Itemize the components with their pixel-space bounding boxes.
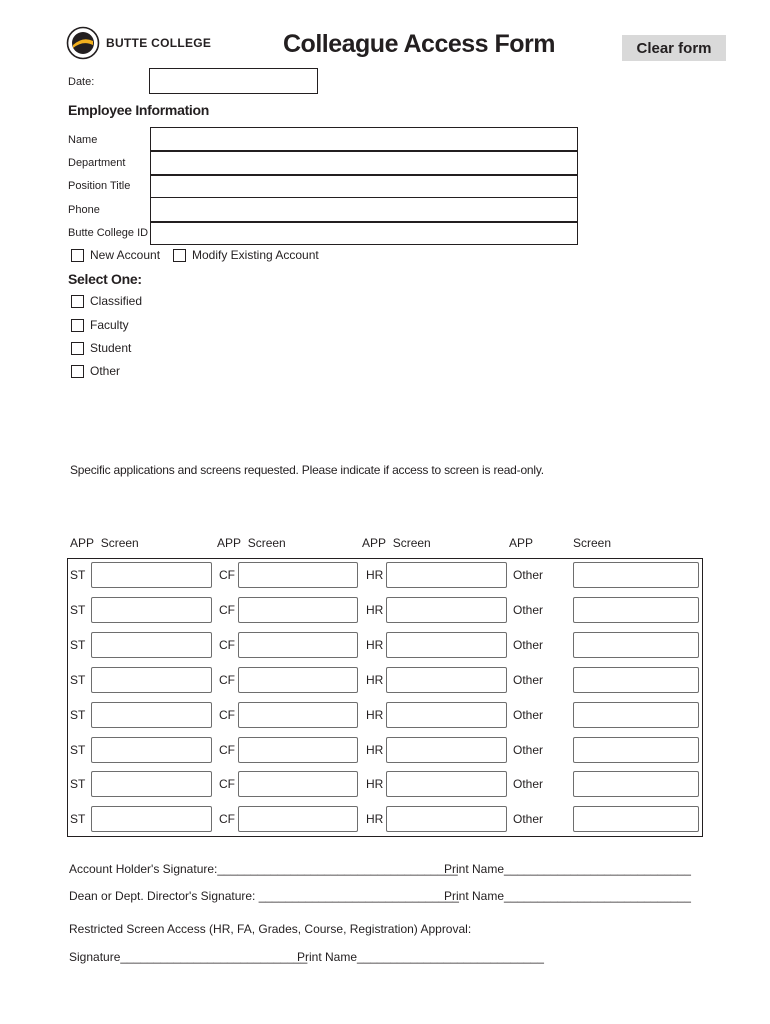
date-field[interactable]	[149, 68, 318, 94]
app-code-hr: HR	[366, 602, 384, 617]
app-code-other: Other	[513, 602, 544, 617]
other-label: Other	[90, 364, 121, 378]
account-holder-print-name-line[interactable]: Print Name____________________________	[444, 862, 691, 876]
student-option[interactable]	[71, 341, 131, 355]
app-code-cf: CF	[219, 602, 235, 617]
faculty-option[interactable]	[71, 318, 129, 332]
screen-input-hr[interactable]	[386, 667, 507, 693]
app-code-cf: CF	[219, 672, 235, 687]
screen-input-st[interactable]	[91, 737, 212, 763]
new-account-option[interactable]	[71, 248, 160, 262]
app-code-other: Other	[513, 637, 544, 652]
screen-input-other[interactable]	[573, 737, 699, 763]
app-code-hr: HR	[366, 812, 384, 827]
faculty-label: Faculty	[90, 318, 129, 332]
modify-account-label: Modify Existing Account	[192, 248, 319, 262]
logo-text: BUTTE COLLEGE	[106, 36, 212, 50]
classified-option[interactable]	[71, 294, 142, 308]
app-code-cf: CF	[219, 637, 235, 652]
app-code-st: ST	[70, 568, 86, 582]
page-title: Colleague Access Form	[283, 30, 556, 58]
screen-input-st[interactable]	[91, 597, 212, 623]
column-header-4-app: APP	[509, 536, 534, 550]
screen-input-st[interactable]	[91, 562, 212, 588]
other-checkbox[interactable]	[71, 365, 84, 378]
date-label: Date:	[68, 76, 95, 88]
modify-account-checkbox[interactable]	[173, 249, 186, 262]
app-code-cf: CF	[219, 742, 235, 757]
new-account-label: New Account	[90, 248, 161, 262]
classified-checkbox[interactable]	[71, 295, 84, 308]
app-code-hr: HR	[366, 568, 384, 582]
screen-input-other[interactable]	[573, 632, 699, 658]
app-code-st: ST	[70, 742, 86, 757]
column-header-3: APP Screen	[362, 536, 431, 550]
app-code-hr: HR	[366, 672, 384, 687]
app-code-hr: HR	[366, 777, 384, 792]
app-code-cf: CF	[219, 812, 235, 827]
college-seal-icon	[66, 26, 100, 60]
screen-input-cf[interactable]	[238, 806, 358, 832]
screen-input-st[interactable]	[91, 771, 212, 797]
screen-input-hr[interactable]	[386, 632, 507, 658]
screen-input-cf[interactable]	[238, 737, 358, 763]
college-id-label: Butte College ID	[68, 227, 149, 239]
screen-input-st[interactable]	[91, 667, 212, 693]
position-title-label: Position Title	[68, 180, 131, 192]
screen-input-cf[interactable]	[238, 771, 358, 797]
screen-input-hr[interactable]	[386, 702, 507, 728]
phone-field[interactable]	[150, 197, 578, 222]
screen-input-cf[interactable]	[238, 562, 358, 588]
name-label: Name	[68, 134, 98, 146]
screen-input-hr[interactable]	[386, 737, 507, 763]
screen-input-other[interactable]	[573, 771, 699, 797]
department-field[interactable]	[150, 151, 578, 175]
app-code-other: Other	[513, 707, 544, 722]
college-id-field[interactable]	[150, 222, 578, 245]
modify-account-option[interactable]	[173, 248, 319, 262]
column-header-2: APP Screen	[217, 536, 286, 550]
screen-input-st[interactable]	[91, 702, 212, 728]
app-code-st: ST	[70, 602, 86, 617]
faculty-checkbox[interactable]	[71, 319, 84, 332]
app-code-hr: HR	[366, 742, 384, 757]
app-code-other: Other	[513, 812, 544, 827]
select-one-heading: Select One:	[68, 271, 142, 287]
student-label: Student	[90, 341, 132, 355]
screen-input-st[interactable]	[91, 806, 212, 832]
screen-input-st[interactable]	[91, 632, 212, 658]
app-code-st: ST	[70, 672, 86, 687]
screen-input-hr[interactable]	[386, 771, 507, 797]
app-code-cf: CF	[219, 777, 235, 792]
app-code-other: Other	[513, 672, 544, 687]
screen-input-hr[interactable]	[386, 806, 507, 832]
screen-input-other[interactable]	[573, 667, 699, 693]
approval-signature-line[interactable]: Signature____________________________	[69, 950, 308, 964]
app-code-other: Other	[513, 742, 544, 757]
director-print-name-line[interactable]: Print Name____________________________	[444, 889, 691, 903]
app-code-st: ST	[70, 777, 86, 792]
app-code-st: ST	[70, 812, 86, 827]
new-account-checkbox[interactable]	[71, 249, 84, 262]
app-code-hr: HR	[366, 707, 384, 722]
screen-input-other[interactable]	[573, 702, 699, 728]
screen-input-cf[interactable]	[238, 597, 358, 623]
screen-input-other[interactable]	[573, 597, 699, 623]
screen-input-cf[interactable]	[238, 667, 358, 693]
column-header-4-screen: Screen	[573, 536, 612, 550]
department-label: Department	[68, 157, 126, 169]
app-code-hr: HR	[366, 637, 384, 652]
app-code-other: Other	[513, 777, 544, 792]
screen-input-cf[interactable]	[238, 632, 358, 658]
classified-label: Classified	[90, 294, 143, 308]
screen-input-cf[interactable]	[238, 702, 358, 728]
account-holder-signature-line[interactable]: Account Holder's Signature:____________________________________	[69, 862, 458, 876]
clear-form-button[interactable]: Clear form	[622, 35, 726, 61]
app-code-st: ST	[70, 637, 86, 652]
director-signature-line[interactable]: Dean or Dept. Director's Signature: ______________________________	[69, 889, 459, 903]
student-checkbox[interactable]	[71, 342, 84, 355]
screen-input-other[interactable]	[573, 562, 699, 588]
app-code-cf: CF	[219, 568, 235, 582]
screen-input-other[interactable]	[573, 806, 699, 832]
phone-label: Phone	[68, 204, 100, 216]
restricted-access-approval-label: Restricted Screen Access (HR, FA, Grades, Course, Registration) Approval:	[69, 922, 472, 936]
column-header-1: APP Screen	[70, 536, 139, 550]
app-code-st: ST	[70, 707, 86, 722]
screen-input-hr[interactable]	[386, 562, 507, 588]
app-code-cf: CF	[219, 707, 235, 722]
employee-info-heading: Employee Information	[68, 102, 210, 118]
college-logo	[66, 26, 211, 60]
approval-print-name-line[interactable]: Print Name____________________________	[297, 950, 544, 964]
position-title-field[interactable]	[150, 175, 578, 198]
name-field[interactable]	[150, 127, 578, 151]
app-code-other: Other	[513, 568, 544, 582]
screen-input-hr[interactable]	[386, 597, 507, 623]
other-option[interactable]	[71, 364, 120, 378]
instructions-text: Specific applications and screens requested. Please indicate if access to screen is read-only.	[70, 463, 544, 477]
